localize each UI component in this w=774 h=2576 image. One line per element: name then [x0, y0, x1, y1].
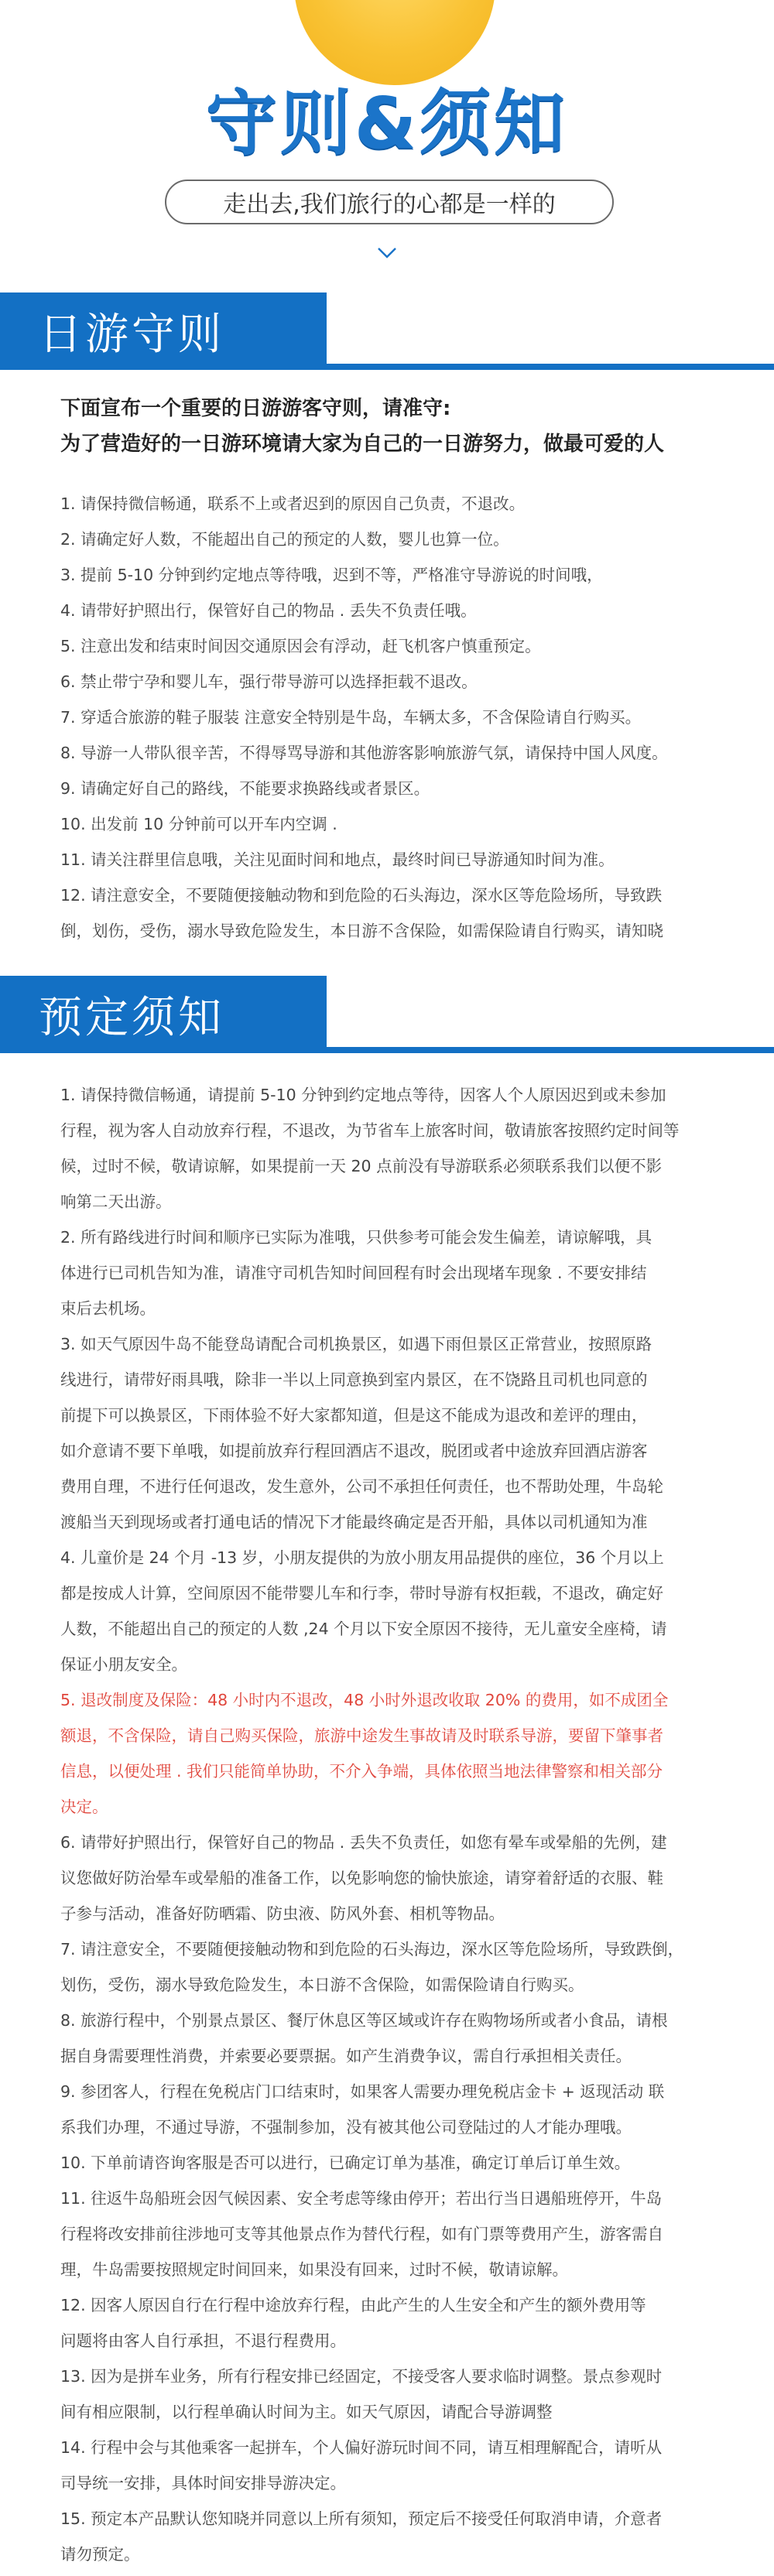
notice-item: 15. 预定本产品默认您知晓并同意以上所有须知，预定后不接受任何取消申请，介意者: [60, 2509, 663, 2528]
notice-item-warning: 信息，以便处理 . 我们只能简单协助，不介入争端，具体依照当地法律警察和相关部分: [60, 1762, 663, 1781]
notice-item: 人数，不能超出自己的预定的人数 ,24 个月以下安全原因不接待，无儿童安全座椅，请: [60, 1620, 667, 1638]
rule-item: 4. 请带好护照出行，保管好自己的物品 . 丢失不负责任哦。: [60, 601, 477, 620]
notice-item: 前提下可以换景区，下雨体验不好大家都知道，但是这不能成为退改和差评的理由，: [60, 1406, 648, 1425]
rule-item: 11. 请关注群里信息哦，关注见面时间和地点，最终时间已导游通知时间为准。: [60, 850, 615, 869]
notice-item: 系我们办理，不通过导游，不强制参加，没有被其他公司登陆过的人才能办理哦。: [60, 2118, 632, 2136]
hero-header: [0, 0, 774, 279]
section1-intro: [60, 391, 757, 462]
rule-item: 2. 请确定好人数，不能超出自己的预定的人数，婴儿也算一位。: [60, 530, 509, 549]
notice-item: 子参与活动，准备好防晒霜、防虫液、防风外套、相机等物品。: [60, 1904, 505, 1923]
notice-item: 6. 请带好护照出行，保管好自己的物品 . 丢失不负责任，如您有晕车或晕船的先例，建: [60, 1833, 667, 1852]
notice-item: 间有相应限制，以行程单确认时间为主。如天气原因，请配合导游调整: [60, 2403, 553, 2421]
slogan-text: 走出去,我们旅行的心都是一样的: [223, 191, 556, 218]
rule-item: 10. 出发前 10 分钟前可以开车内空调 .: [60, 815, 337, 833]
notice-item: 议您做好防治晕车或晕船的准备工作，以免影响您的愉快旅途，请穿着舒适的衣服、鞋: [60, 1869, 663, 1887]
notice-item: 2. 所有路线进行时间和顺序已实际为准哦，只供参考可能会发生偏差，请谅解哦，具: [60, 1228, 652, 1247]
slogan-pill: [165, 180, 614, 224]
notice-item: 14. 行程中会与其他乘客一起拼车，个人偏好游玩时间不同，请互相理解配合，请听从: [60, 2438, 663, 2457]
notice-item: 问题将由客人自行承担，不退行程费用。: [60, 2331, 346, 2350]
rule-item: 5. 注意出发和结束时间因交通原因会有浮动，赶飞机客户慎重预定。: [60, 637, 541, 655]
notice-item: 8. 旅游行程中，个别景点景区、餐厅休息区等区域或许存在购物场所或者小食品，请根: [60, 2011, 668, 2030]
notice-item: 行程，视为客人自动放弃行程，不退改，为节省车上旅客时间，敬请旅客按照约定时间等: [60, 1121, 680, 1140]
section1-banner: [0, 292, 327, 370]
notice-item: 据自身需要理性消费，并索要必要票据。如产生消费争议，需自行承担相关责任。: [60, 2047, 632, 2065]
notice-item: 7. 请注意安全，不要随便接触动物和到危险的石头海边，深水区等危险场所，导致跌倒，: [60, 1940, 684, 1959]
notice-item: 12. 因客人原因自行在行程中途放弃行程，由此产生的人生安全和产生的额外费用等: [60, 2296, 646, 2314]
rule-item: 3. 提前 5-10 分钟到约定地点等待哦，迟到不等，严格准守导游说的时间哦，: [60, 566, 603, 584]
notice-item: 3. 如天气原因牛岛不能登岛请配合司机换景区，如遇下雨但景区正常营业，按照原路: [60, 1335, 652, 1353]
notice-item: 理，牛岛需要按照规定时间回来，如果没有回来，过时不候，敬请谅解。: [60, 2260, 568, 2279]
notice-item: 候，过时不候，敬请谅解，如果提前一天 20 点前没有导游联系必须联系我们以便不影: [60, 1157, 663, 1175]
notice-item: 束后去机场。: [60, 1299, 156, 1318]
rule-item: 8. 导游一人带队很辛苦，不得辱骂导游和其他游客影响旅游气氛，请保持中国人风度。: [60, 744, 668, 762]
rule-item: 1. 请保持微信畅通，联系不上或者迟到的原因自己负责，不退改。: [60, 494, 526, 513]
notice-item-warning: 额退，不含保险，请自己购买保险，旅游中途发生事故请及时联系导游，要留下肇事者: [60, 1726, 663, 1745]
rule-item: 12. 请注意安全，不要随便接触动物和到危险的石头海边，深水区等危险场所，导致跌: [60, 886, 663, 905]
notice-item: 划伤，受伤，溺水导致危险发生，本日游不含保险，如需保险请自行购买。: [60, 1976, 584, 1994]
notice-item: 费用自理，不进行任何退改，发生意外，公司不承担任何责任，也不帮助处理，牛岛轮: [60, 1477, 663, 1496]
rule-item: 7. 穿适合旅游的鞋子服装 注意安全特别是牛岛，车辆太多，不含保险请自行购买。: [60, 708, 642, 727]
notice-item: 线进行，请带好雨具哦，除非一半以上同意换到室内景区，在不饶路且司机也同意的: [60, 1370, 648, 1389]
rule-item: 9. 请确定好自己的路线，不能要求换路线或者景区。: [60, 779, 430, 798]
intro-line-2: 为了营造好的一日游环境请大家为自己的一日游努力，做最可爱的人: [60, 433, 665, 456]
notice-item: 都是按成人计算，空间原因不能带婴儿车和行李，带时导游有权拒载，不退改，确定好: [60, 1584, 663, 1603]
rule-item: 倒，划伤，受伤，溺水导致危险发生，本日游不含保险，如需保险请自行购买，请知晓: [60, 922, 663, 940]
rule-item: 6. 禁止带宁孕和婴儿车，强行带导游可以选择拒载不退改。: [60, 672, 478, 691]
chevron-down-icon: [376, 241, 398, 263]
section2-banner: [0, 976, 327, 1053]
notice-list: [60, 1077, 741, 2572]
section2-title: 预定须知: [39, 993, 224, 1043]
notice-item: 体进行已司机告知为准，请准守司机告知时间回程有时会出现堵车现象 . 不要安排结: [60, 1264, 647, 1282]
notice-item: 请勿预定。: [60, 2545, 140, 2564]
notice-item: 10. 下单前请咨询客服是否可以进行，已确定订单为基准，确定订单后订单生效。: [60, 2154, 631, 2172]
notice-item: 4. 儿童价是 24 个月 -13 岁，小朋友提供的为放小朋友用品提供的座位，36 个月以上: [60, 1548, 664, 1567]
notice-item-warning: 5. 退改制度及保险：48 小时内不退改，48 小时外退改收取 20% 的费用，如不成团全: [60, 1691, 669, 1709]
rules-list: [60, 486, 741, 949]
notice-item: 如介意请不要下单哦，如提前放弃行程回酒店不退改，脱团或者中途放弃回酒店游客: [60, 1442, 648, 1460]
notice-item: 11. 往返牛岛船班会因气候因素、安全考虑等缘由停开；若出行当日遇船班停开，牛岛: [60, 2189, 663, 2208]
intro-line-1: 下面宣布一个重要的日游游客守则，请准守:: [60, 397, 451, 420]
notice-item: 13. 因为是拼车业务，所有行程安排已经固定，不接受客人要求临时调整。景点参观时: [60, 2367, 663, 2386]
notice-item: 1. 请保持微信畅通，请提前 5-10 分钟到约定地点等待，因客人个人原因迟到或未参加: [60, 1086, 666, 1104]
notice-item: 9. 参团客人，行程在免税店门口结束时，如果客人需要办理免税店金卡 + 返现活动 联: [60, 2082, 665, 2101]
notice-item: 响第二天出游。: [60, 1192, 172, 1211]
notice-item: 司导统一安排，具体时间安排导游决定。: [60, 2474, 346, 2492]
page-title: 守则&须知: [205, 82, 569, 165]
notice-item-warning: 决定。: [60, 1798, 108, 1816]
notice-item: 渡船当天到现场或者打通电话的情况下才能最终确定是否开船，具体以司机通知为准: [60, 1513, 648, 1531]
notice-item: 保证小朋友安全。: [60, 1655, 187, 1674]
section1-title: 日游守则: [39, 310, 224, 360]
notice-item: 行程将改安排前往涉地可支等其他景点作为替代行程，如有门票等费用产生，游客需自: [60, 2225, 663, 2243]
